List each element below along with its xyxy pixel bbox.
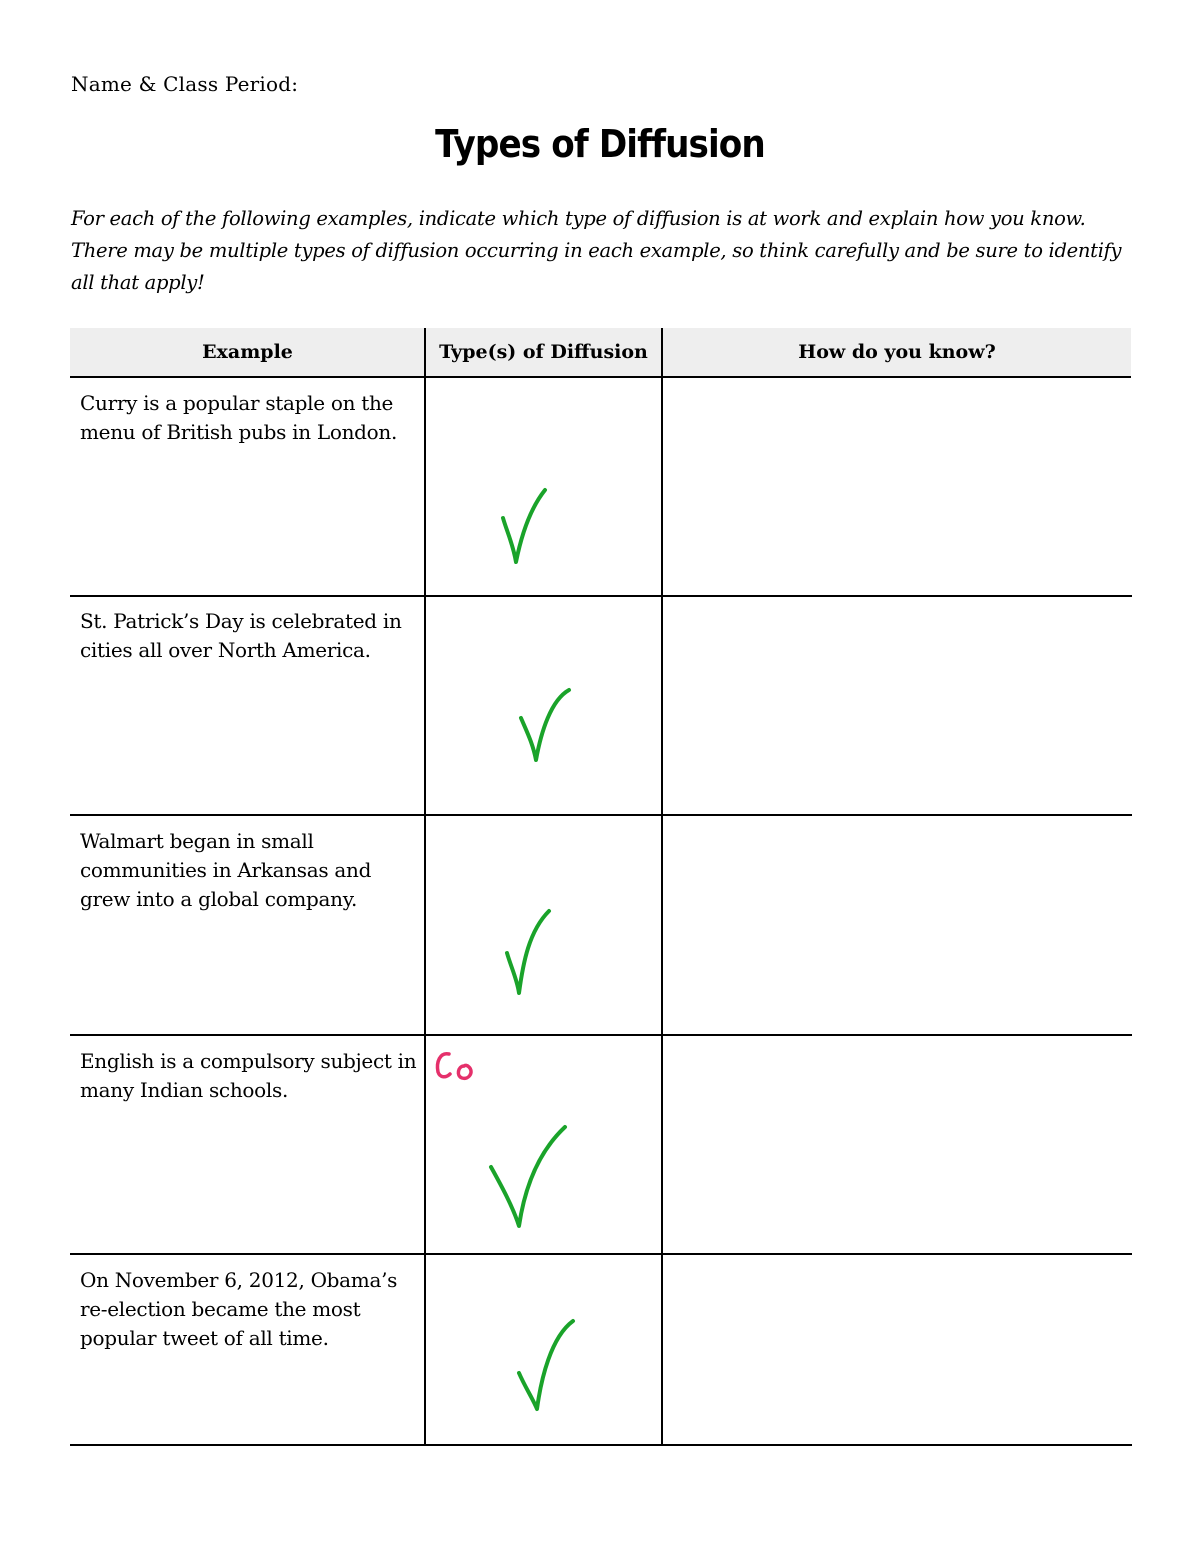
check-mark-icon [499, 903, 557, 1001]
column-header-example: Example [202, 341, 293, 363]
check-mark-icon [483, 1119, 575, 1234]
row-divider [70, 1034, 1132, 1036]
instructions-text: For each of the following examples, indicate which type of diffusion is at work and explain how you know. There may be multiple types of diffusion occurring in each example, so think carefully and be sure to identify all that apply! [71, 207, 1122, 294]
column-header-how: How do you know? [798, 341, 996, 363]
row-divider [70, 595, 1132, 597]
handwritten-co-note [432, 1048, 482, 1084]
page-title: Types of Diffusion [435, 122, 765, 166]
column-divider [661, 328, 663, 1446]
example-cell-curry: Curry is a popular staple on the menu of British pubs in London. [80, 391, 398, 444]
check-mark-icon [513, 682, 577, 770]
column-header-types: Type(s) of Diffusion [439, 341, 648, 363]
example-cell-obama: On November 6, 2012, Obama’s re-election became the most popular tweet of all time. [80, 1268, 398, 1350]
column-divider [424, 328, 426, 1446]
row-divider [70, 1253, 1132, 1255]
check-mark-icon [511, 1313, 583, 1417]
table-header-row [70, 328, 1131, 378]
name-class-period-label: Name & Class Period: [71, 72, 299, 96]
check-mark-icon [495, 482, 555, 572]
row-divider [70, 814, 1132, 816]
example-cell-st-patricks: St. Patrick’s Day is celebrated in cities all over North America. [80, 609, 402, 662]
example-cell-english: English is a compulsory subject in many Indian schools. [80, 1049, 417, 1102]
example-cell-walmart: Walmart began in small communities in Arkansas and grew into a global company. [80, 829, 372, 911]
table-bottom-border [70, 1444, 1132, 1446]
